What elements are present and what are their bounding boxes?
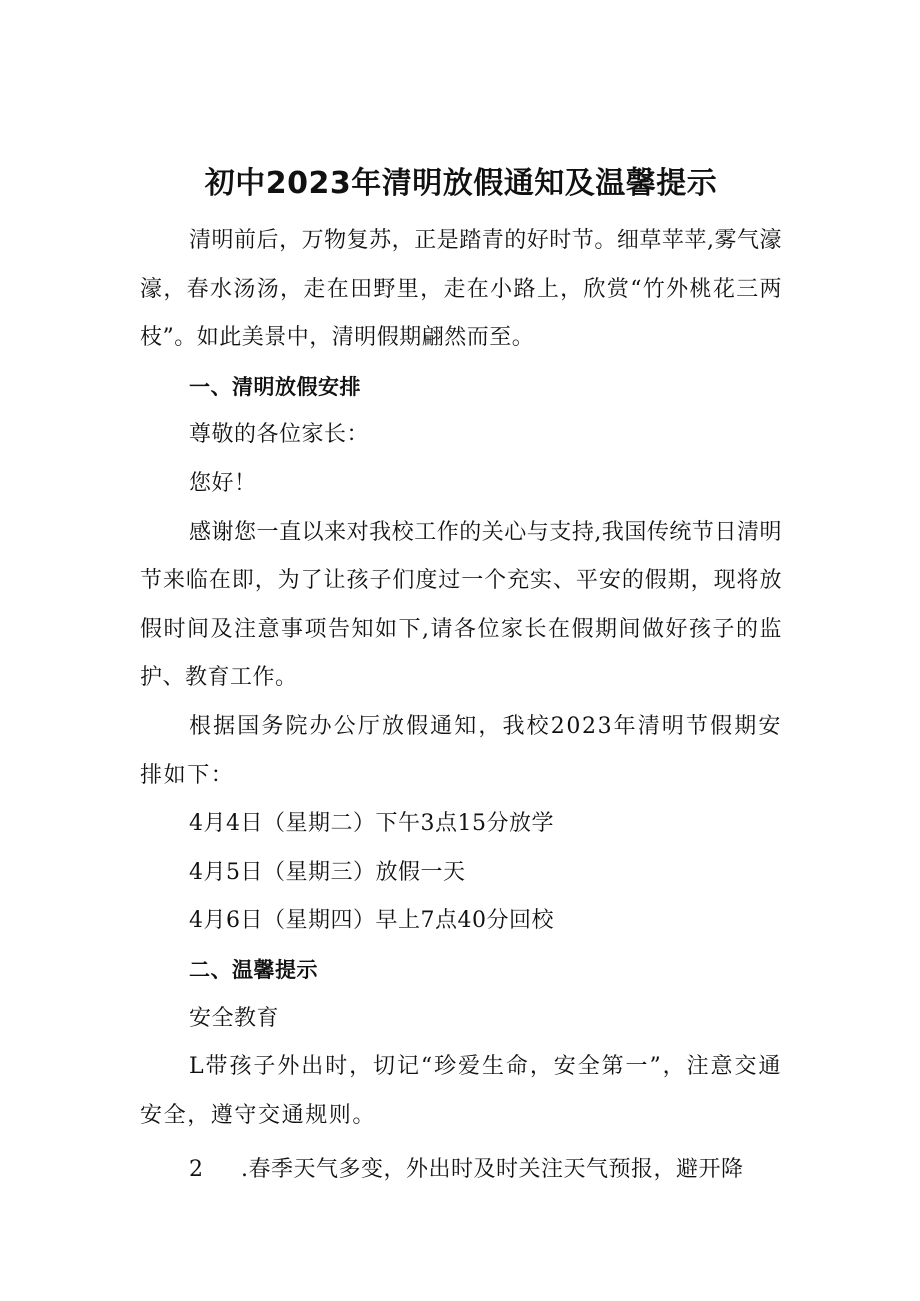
thanks-paragraph: 感谢您一直以来对我校工作的关心与支持,我国传统节日清明节来临在即，为了让孩子们度过一个充实、平安的假期，现将放假时间及注意事项告知如下,请各位家长在假期间做好孩子的监护、教育工作。 bbox=[140, 519, 782, 691]
schedule-intro-paragraph: 根据国务院办公厅放假通知，我校2023年清明节假期安排如下： bbox=[140, 713, 782, 788]
subheading-safety-education: 安全教育 bbox=[189, 1005, 280, 1031]
greeting: 您好！ bbox=[189, 470, 257, 496]
tip-item-number: 2 bbox=[189, 1157, 204, 1183]
schedule-item-return: 4月6日（星期四）早上7点40分回校 bbox=[189, 908, 554, 934]
intro-paragraph: 清明前后，万物复苏，正是踏青的好时节。细草苹苹,雾气濠濠，春水汤汤，走在田野里，走在小路上，欣赏“竹外桃花三两枝”。如此美景中，清明假期翩然而至。 bbox=[140, 228, 782, 351]
schedule-item-dismissal: 4月4日（星期二）下午3点15分放学 bbox=[189, 811, 554, 837]
tip-item-weather bbox=[140, 1146, 782, 1195]
section-heading-holiday-schedule: 一、清明放假安排 bbox=[189, 374, 361, 399]
section-heading-tips: 二、温馨提示 bbox=[189, 957, 318, 982]
document-body bbox=[140, 217, 782, 1195]
salutation: 尊敬的各位家长： bbox=[189, 422, 370, 448]
tip-item-traffic-safety: L带孩子外出时，切记“珍爱生命，安全第一”，注意交通安全，遵守交通规则。 bbox=[140, 1054, 782, 1128]
document-title: 初中2023年清明放假通知及温馨提示 bbox=[204, 166, 718, 202]
tip-item-text: .春季天气多变，外出时及时关注天气预报，避开降 bbox=[241, 1157, 744, 1183]
schedule-item-holiday: 4月5日（星期三）放假一天 bbox=[189, 859, 466, 885]
